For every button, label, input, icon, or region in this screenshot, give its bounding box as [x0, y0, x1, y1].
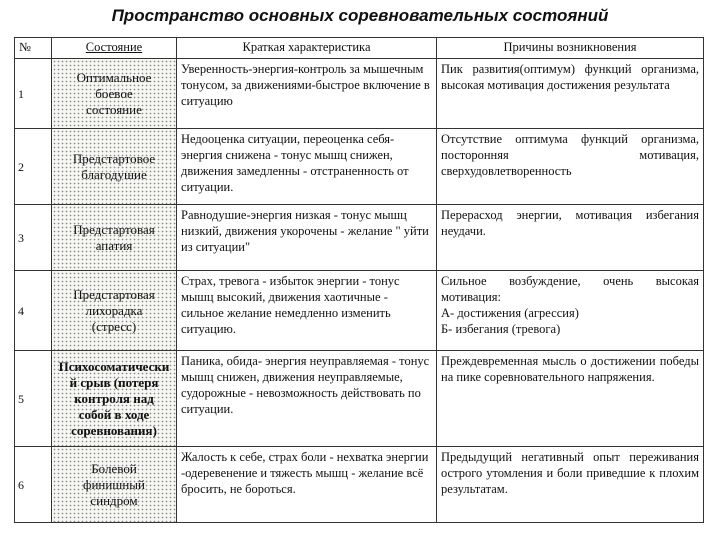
- state-reasons: Предыдущий негативный опыт переживания острого утомления и боли приведшие к плохим результатам.: [437, 447, 704, 523]
- header-description: Краткая характеристика: [177, 38, 437, 59]
- state-reasons: Пик развития(оптимум) функций организма, высокая мотивация достижения результата: [437, 59, 704, 129]
- state-name: Предстартовое благодушие: [52, 129, 177, 205]
- table-row: [15, 59, 704, 129]
- header-num: №: [15, 38, 52, 59]
- state-description: Жалость к себе, страх боли - нехватка энергии -одеревенение и тяжесть мышц - желание всё бросить, не бороться.: [177, 447, 437, 523]
- state-description: Страх, тревога - избыток энергии - тонус мышц высокий, движения хаотичные - сильное желание немедленно изменить ситуацию.: [177, 271, 437, 351]
- table-row: [15, 205, 704, 271]
- row-number: 2: [15, 129, 52, 205]
- row-number: 3: [15, 205, 52, 271]
- header-row: [15, 38, 704, 59]
- state-name: Предстартовая лихорадка (стресс): [52, 271, 177, 351]
- state-name: Психосоматически й срыв (потеря контроля над собой в ходе соревнования): [52, 351, 177, 447]
- state-reasons: Отсутствие оптимума функций организма, посторонняя мотивация, сверхудовлетворенность: [437, 129, 704, 205]
- state-reasons: Сильное возбуждение, очень высокая мотивация: А- достижения (агрессия) Б- избегания (тревога): [437, 271, 704, 351]
- table-row: [15, 447, 704, 523]
- row-number: 1: [15, 59, 52, 129]
- row-number: 4: [15, 271, 52, 351]
- table-row: [15, 351, 704, 447]
- state-name: Оптимальное боевое состояние: [52, 59, 177, 129]
- page-title: Пространство основных соревновательных состояний: [111, 6, 609, 25]
- state-description: Равнодушие-энергия низкая - тонус мышц низкий, движения укорочены - желание " уйти из ситуации": [177, 205, 437, 271]
- state-reasons: Перерасход энергии, мотивация избегания неудачи.: [437, 205, 704, 271]
- table-row: [15, 271, 704, 351]
- state-name: Предстартовая апатия: [52, 205, 177, 271]
- state-description: Уверенность-энергия-контроль за мышечным тонусом, за движениями-быстрое включение в ситуацию: [177, 59, 437, 129]
- row-number: 5: [15, 351, 52, 447]
- table-row: [15, 129, 704, 205]
- state-description: Паника, обида- энергия неуправляемая - тонус мышц снижен, движения неуправляемые, судорожные - невозможность действовать по ситуации.: [177, 351, 437, 447]
- state-description: Недооценка ситуации, переоценка себя-энергия снижена - тонус мышц снижен, движения замедленны - отстраненность от ситуации.: [177, 129, 437, 205]
- state-name: Болевой финишный синдром: [52, 447, 177, 523]
- row-number: 6: [15, 447, 52, 523]
- header-state: Состояние: [52, 38, 177, 59]
- header-reasons: Причины возникновения: [437, 38, 704, 59]
- states-table: [14, 37, 704, 523]
- state-reasons: Преждевременная мысль о достижении победы на пике соревновательного напряжения.: [437, 351, 704, 447]
